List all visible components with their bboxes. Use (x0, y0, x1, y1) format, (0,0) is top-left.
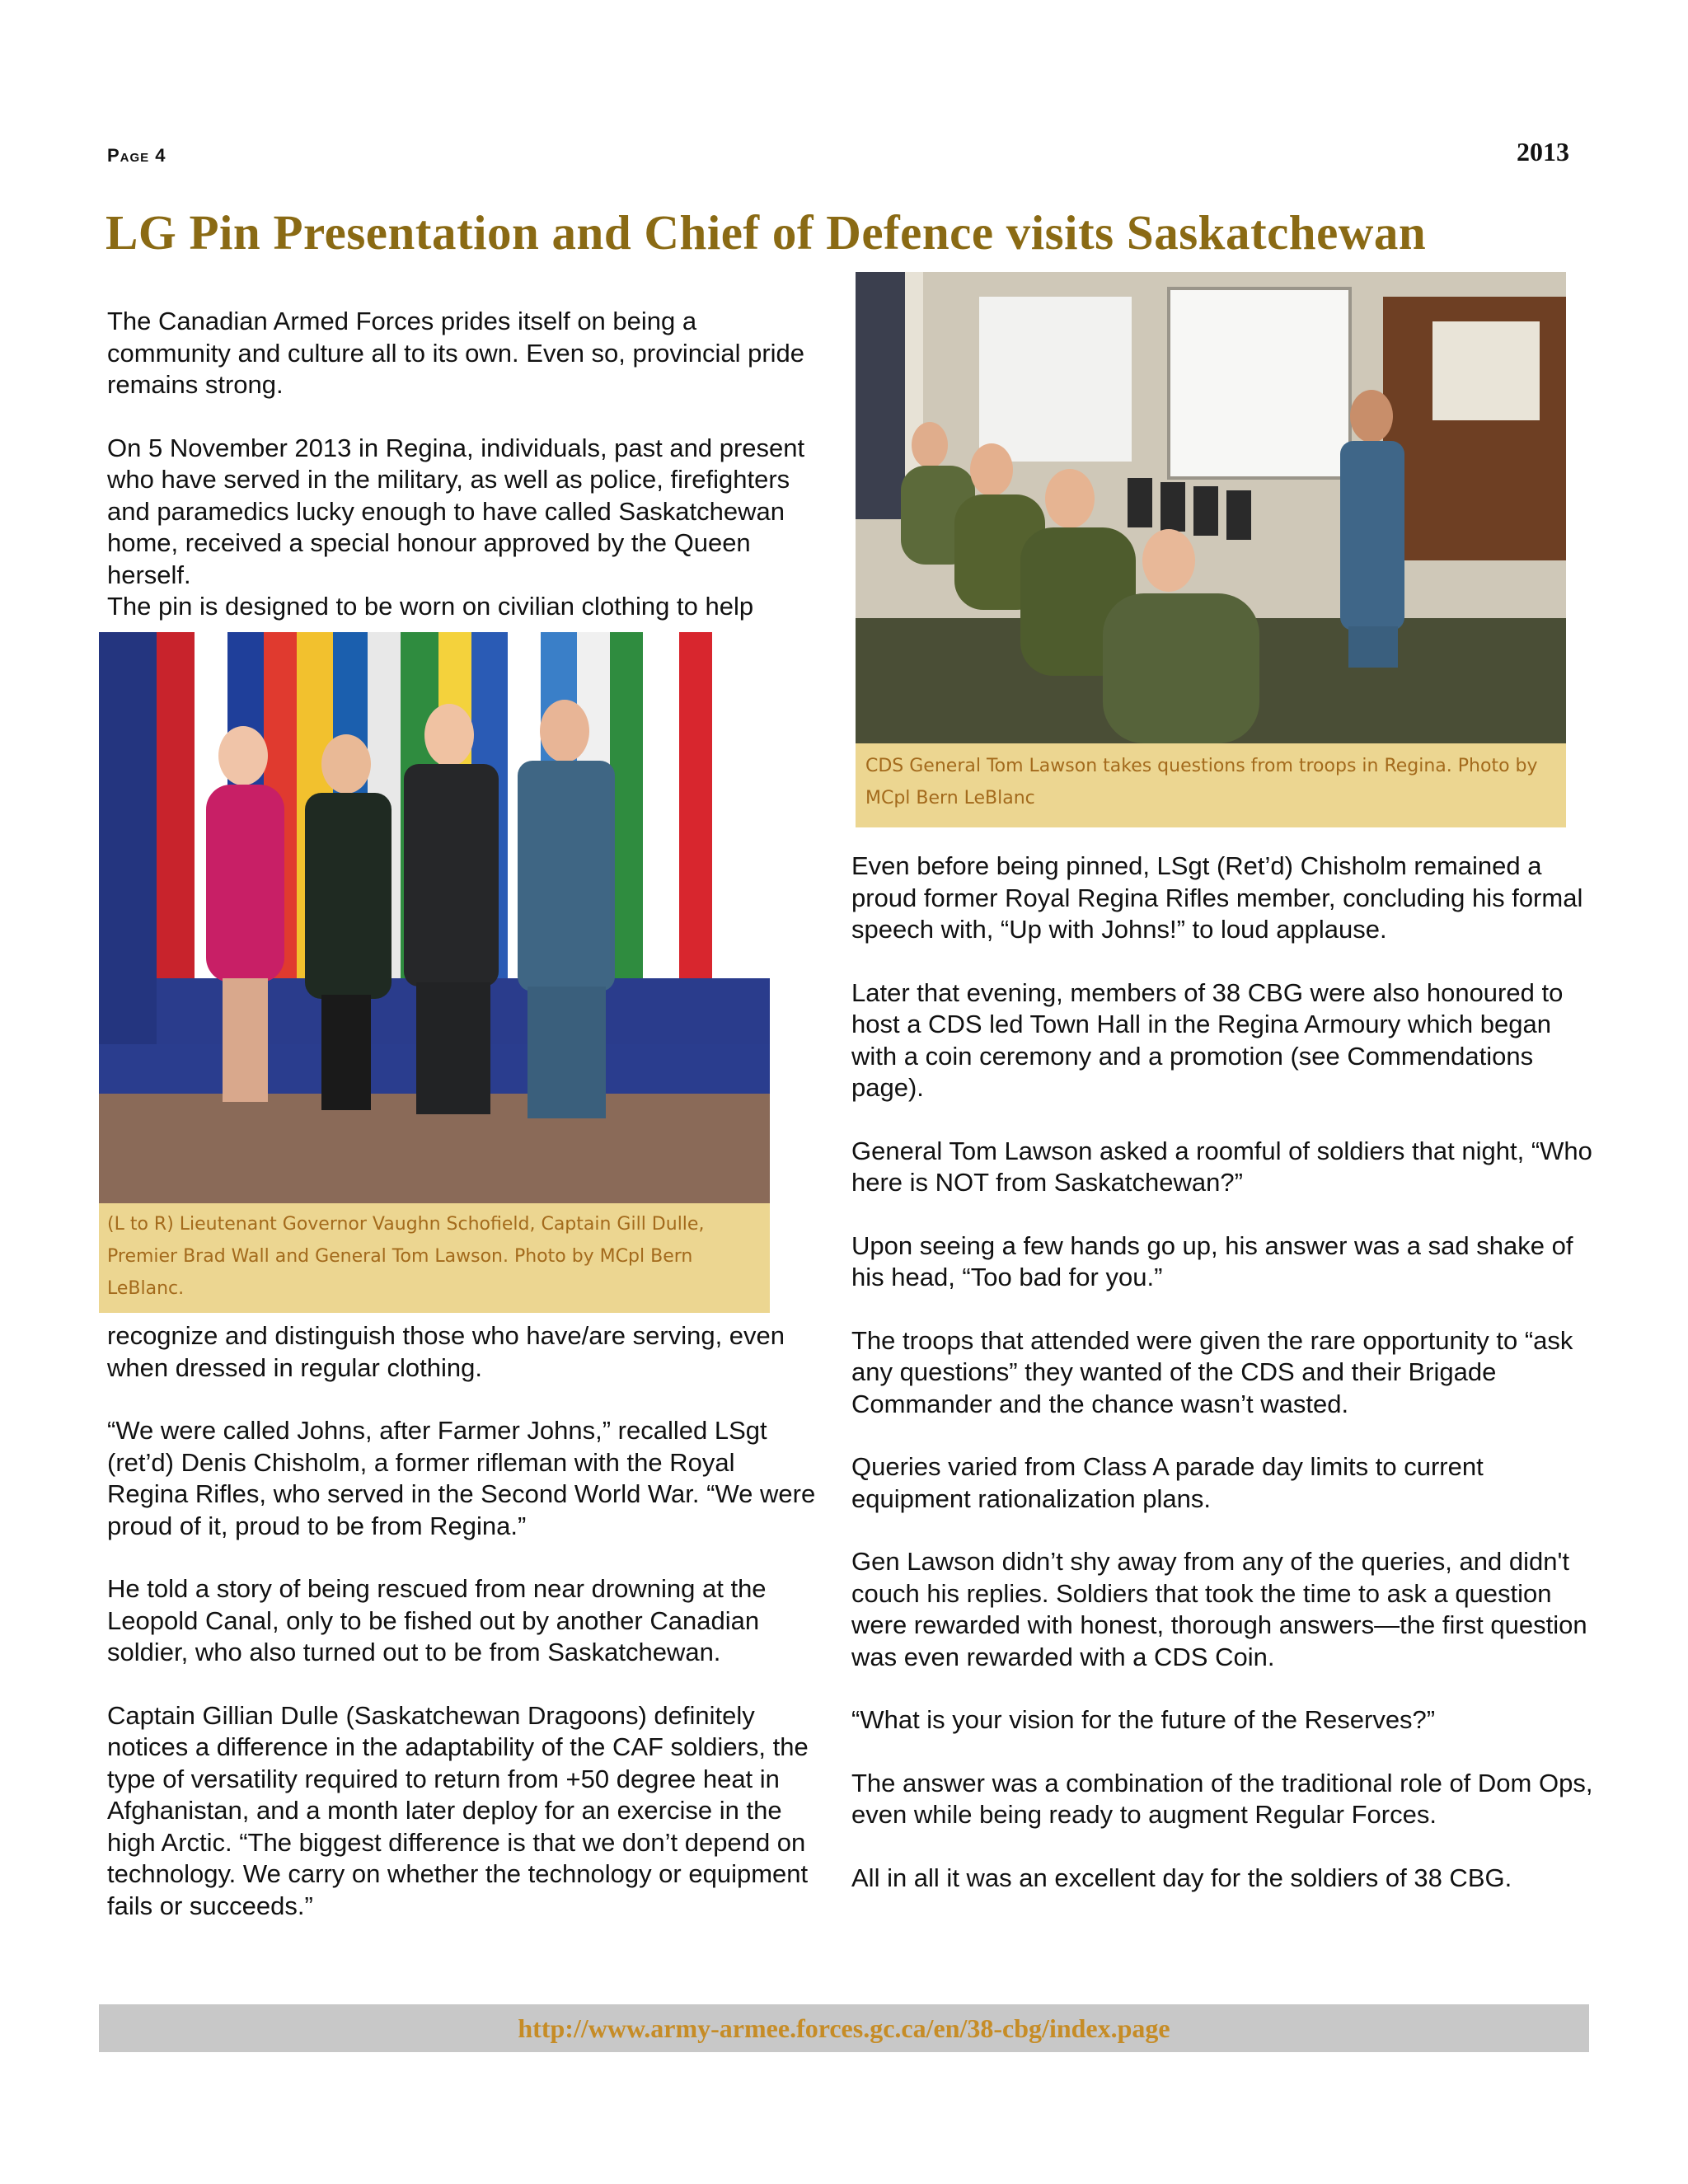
right-column (851, 851, 1593, 1925)
paragraph: The Canadian Armed Forces prides itself on being a community and culture all to its own. Even so, provincial pride remains strong. (107, 307, 805, 399)
paragraph: Even before being pinned, LSgt (Ret’d) Chisholm remained a proud former Royal Regina Rifles member, concluding his formal speech with, “Up with Johns!” to loud applause. (851, 851, 1583, 944)
town-hall-photo (856, 272, 1566, 743)
article-headline: LG Pin Presentation and Chief of Defence visits Saskatchewan (106, 205, 1427, 260)
paragraph: “We were called Johns, after Farmer Johns,” recalled LSgt (ret’d) Denis Chisholm, a former rifleman with the Royal Regina Rifles, who served in the Second World War. “We were proud of it, proud to be from Regina.” (107, 1416, 816, 1540)
paragraph: Upon seeing a few hands go up, his answer was a sad shake of his head, “Too bad for you.” (851, 1230, 1573, 1291)
left-column-bottom (107, 1320, 816, 1953)
left-column-top (107, 306, 816, 623)
page-label: Page 4 (107, 145, 166, 166)
paragraph: recognize and distinguish those who have/are serving, even when dressed in regular clothing. (107, 1321, 785, 1382)
paragraph: The troops that attended were given the rare opportunity to “ask any questions” they wanted of the CDS and their Brigade Commander and the chance wasn’t wasted. (851, 1325, 1573, 1418)
paragraph: Gen Lawson didn’t shy away from any of the queries, and didn't couch his replies. Soldiers that took the time to ask a question were rewarded with honest, thorough answers—the first question was even rewarded with a CDS Coin. (851, 1547, 1587, 1671)
paragraph: The answer was a combination of the traditional role of Dom Ops, even while being ready to augment Regular Forces. (851, 1768, 1593, 1829)
paragraph: General Tom Lawson asked a roomful of soldiers that night, “Who here is NOT from Saskatchewan?” (851, 1136, 1592, 1197)
town-hall-photo-illustration (856, 272, 1566, 743)
right-photo-caption: CDS General Tom Lawson takes questions from troops in Regina. Photo by MCpl Bern LeBlanc (856, 743, 1566, 827)
paragraph: All in all it was an excellent day for the soldiers of 38 CBG. (851, 1863, 1512, 1892)
paragraph: Queries varied from Class A parade day limits to current equipment rationalization plans. (851, 1452, 1484, 1513)
paragraph: Later that evening, members of 38 CBG were also honoured to host a CDS led Town Hall in the Regina Armoury which began with a coin ceremony and a promotion (see Commendations page). (851, 977, 1564, 1102)
paragraph: Captain Gillian Dulle (Saskatchewan Dragoons) definitely notices a difference in the adaptability of the CAF soldiers, the type of versatility required to return from +50 degree heat in Afghanistan, and a month later deploy for an exercise in the high Arctic. “The biggest difference is that we don’t depend on technology. We carry on whether the technology or equipment fails or succeeds.” (107, 1700, 809, 1920)
year-label: 2013 (1517, 137, 1569, 166)
paragraph: “What is your vision for the future of the Reserves?” (851, 1705, 1436, 1734)
paragraph: On 5 November 2013 in Regina, individuals, past and present who have served in the military, as well as police, firefighters and paramedics lucky enough to have called Saskatchewan home, received a special honour approved by the Queen herself. (107, 433, 805, 589)
paragraph: The pin is designed to be worn on civilian clothing to help (107, 592, 754, 621)
ceremony-photo-illustration (99, 632, 770, 1203)
left-photo-caption: (L to R) Lieutenant Governor Vaughn Schofield, Captain Gill Dulle, Premier Brad Wall and General Tom Lawson. Photo by MCpl Bern LeBlanc. (99, 1203, 770, 1313)
ceremony-photo (99, 632, 770, 1203)
paragraph: He told a story of being rescued from near drowning at the Leopold Canal, only to be fished out by another Canadian soldier, who also turned out to be from Saskatchewan. (107, 1574, 767, 1666)
footer-link[interactable]: http://www.army-armee.forces.gc.ca/en/38-cbg/index.page (518, 2013, 1170, 2043)
